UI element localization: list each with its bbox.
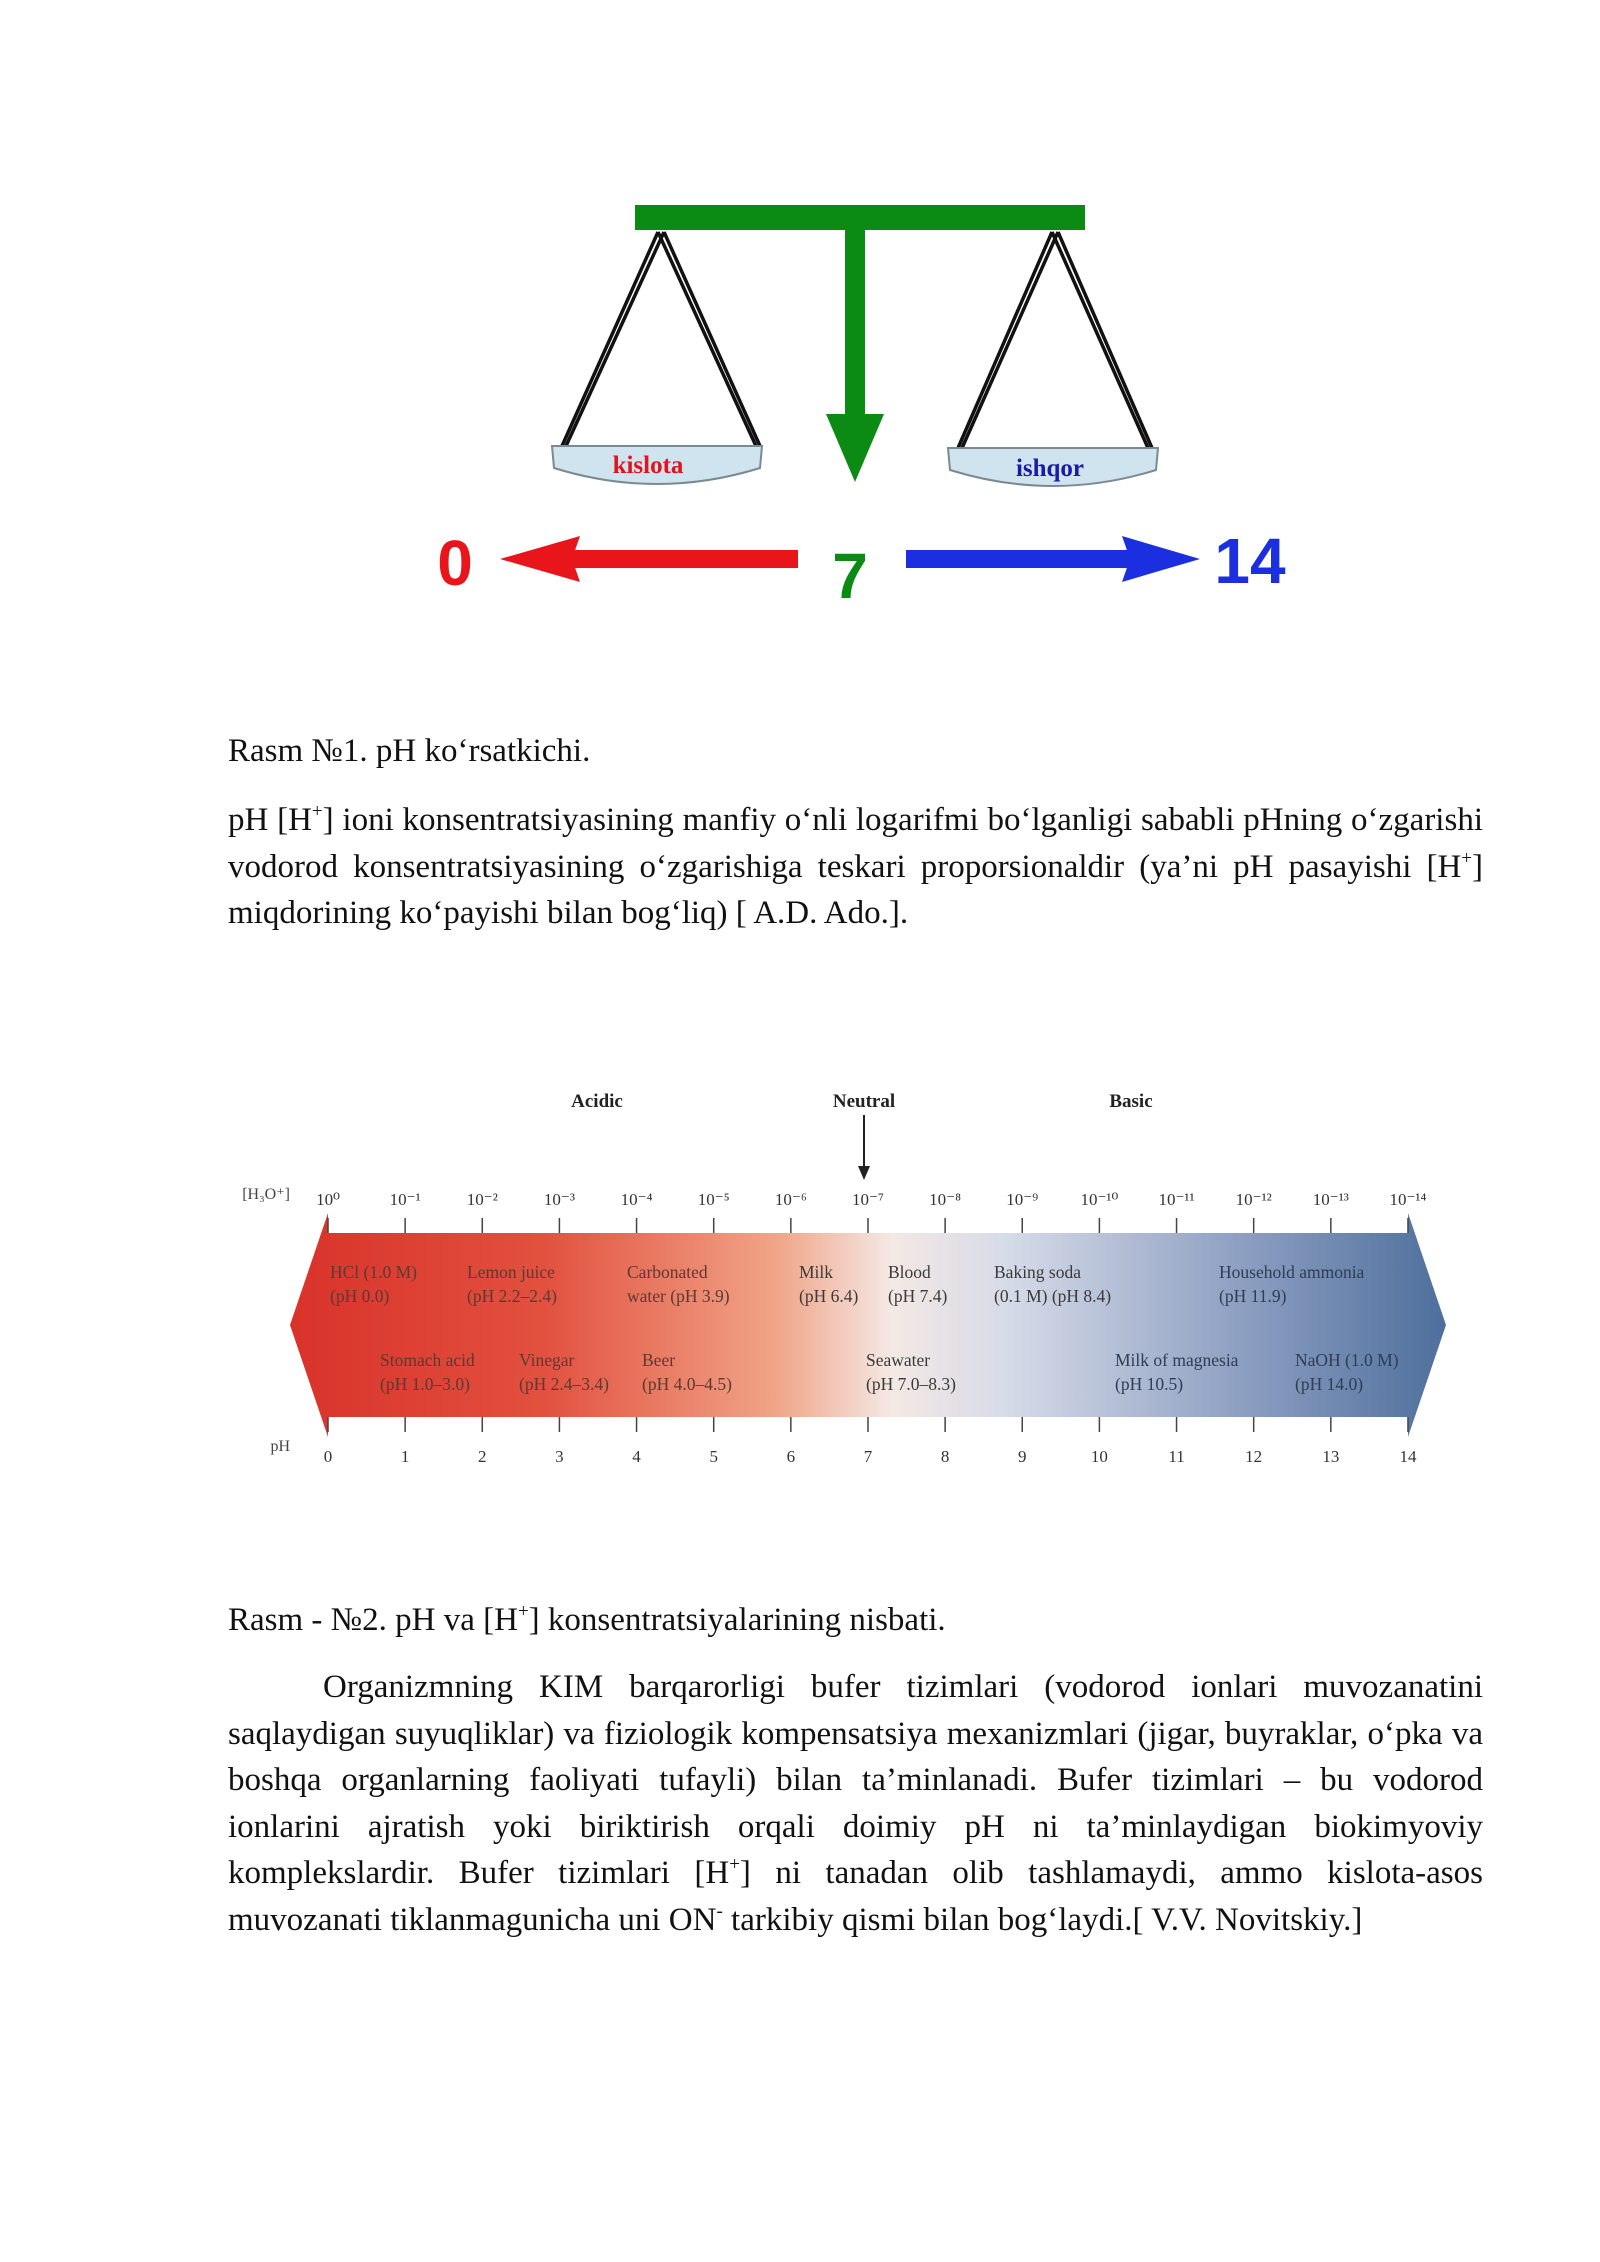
left-pan-strings: [562, 232, 760, 446]
concentration-tick-label: 10⁻⁴: [620, 1190, 653, 1209]
scale-start-label: 0: [437, 527, 473, 599]
substance-blood: Blood (pH 7.4): [888, 1262, 948, 1306]
superscript-plus: +: [729, 1854, 740, 1875]
acid-arrow-head: [500, 536, 580, 582]
balance-stem: [845, 228, 865, 418]
ph-tick-label: 8: [940, 1447, 950, 1466]
ph-tick-label: 10: [1090, 1447, 1108, 1466]
ph-tick-label: 13: [1322, 1447, 1340, 1466]
acid-arrow-shaft: [560, 550, 798, 568]
ph-gradient-arrow: [290, 1213, 1446, 1437]
paragraph-text: ] miqdorining ko‘payishi bilan bog‘liq) [ A.D. Ado.].: [228, 848, 1483, 931]
substance-naoh: NaOH (1.0 M) (pH 14.0): [1295, 1350, 1399, 1394]
concentration-tick-label: 10⁻¹⁴: [1389, 1190, 1427, 1209]
scale-neutral-label: 7: [832, 540, 868, 612]
substance-stomach-acid: Stomach acid (pH 1.0–3.0): [380, 1350, 475, 1394]
paragraph-text: pH [H: [228, 802, 312, 838]
superscript-plus: +: [311, 801, 323, 822]
concentration-tick-label: 10⁻¹: [389, 1190, 421, 1209]
balance-pointer: [826, 414, 884, 482]
paragraph-text: tarkibiy qismi bilan bog‘laydi.[ V.V. Novitskiy.]: [722, 1901, 1363, 1938]
substance-household-ammonia: Household ammonia (pH 11.9): [1219, 1262, 1365, 1306]
paragraph-text: Organizmning KIM barqarorligi bufer tizimlari (vodorod ionlari muvozanatini saqlaydigan suyuqliklar) va fiziologik kompensatsiya mexanizmlari (jigar, buyraklar, o‘pka va boshqa organlarning faoliyati tufayli) bilan ta’minlanadi. Bufer tizimlari – bu vodorod ionlarini ajratish yoki biriktirish orqali doimiy pH ni ta’minlaydigan biokimyoviy komplekslardir. Bufer tizimlari [H: [228, 1669, 1483, 1891]
substance-hcl: HCl (1.0 M) (pH 0.0): [330, 1262, 418, 1306]
concentration-tick-label: 10⁻¹³: [1312, 1190, 1349, 1209]
substance-beer: Beer (pH 4.0–4.5): [642, 1350, 732, 1394]
ph-axis-label: pH: [270, 1438, 290, 1455]
ph-tick-label: 3: [555, 1447, 564, 1466]
caption-text: Rasm - №2. pH va [H: [228, 1602, 518, 1638]
right-pan-label: ishqor: [1015, 455, 1085, 482]
concentration-tick-label: 10⁻⁸: [929, 1190, 962, 1209]
right-pan-strings: [958, 232, 1152, 448]
substance-milk: Milk (pH 6.4): [799, 1262, 859, 1306]
ph-tick-label: 9: [1018, 1447, 1027, 1466]
concentration-tick-label: 10⁰: [316, 1190, 340, 1209]
ph-tick-label: 11: [1168, 1447, 1185, 1466]
superscript-minus: -: [716, 1900, 723, 1922]
ph-balance-figure: [400, 190, 1320, 630]
neutral-pointer-head: [858, 1166, 870, 1180]
concentration-tick-label: 10⁻¹⁰: [1080, 1190, 1119, 1209]
concentration-tick-label: 10⁻⁹: [1006, 1190, 1039, 1209]
scale-end-label: 14: [1214, 525, 1286, 597]
ph-tick-label: 14: [1399, 1447, 1417, 1466]
figure1-caption: Rasm №1. pH ko‘rsatkichi.: [228, 733, 591, 769]
concentration-tick-label: 10⁻⁷: [852, 1190, 884, 1209]
concentration-tick-label: 10⁻³: [543, 1190, 575, 1209]
superscript-plus: +: [517, 1601, 529, 1622]
ph-ticks: [324, 1417, 1417, 1466]
basic-heading: Basic: [1109, 1091, 1153, 1112]
substance-milk-of-magnesia: Milk of magnesia (pH 10.5): [1115, 1350, 1239, 1394]
base-arrow-shaft: [906, 550, 1142, 568]
substance-lemon-juice: Lemon juice (pH 2.2–2.4): [467, 1262, 557, 1306]
paragraph-ph-definition: [228, 797, 1483, 937]
concentration-ticks: [316, 1190, 1426, 1233]
ph-tick-label: 2: [478, 1447, 487, 1466]
superscript-plus: +: [1461, 847, 1472, 869]
substance-vinegar: Vinegar (pH 2.4–3.4): [519, 1350, 609, 1394]
neutral-heading: Neutral: [832, 1091, 896, 1112]
concentration-tick-label: 10⁻²: [466, 1190, 498, 1209]
balance-beam: [635, 205, 1085, 230]
left-pan-label: kislota: [612, 452, 684, 479]
paragraph-text: ] ni tanadan olib tashlamaydi, ammo kislota-asos muvozanati tiklanmagunicha uni ON: [228, 1855, 1483, 1938]
paragraph-buffer-systems: [228, 1664, 1483, 1943]
ph-tick-label: 7: [863, 1447, 873, 1466]
ph-tick-label: 12: [1245, 1447, 1263, 1466]
figure2-caption: [228, 1597, 946, 1643]
acidic-heading: Acidic: [571, 1091, 623, 1112]
concentration-axis-label: [H₃O⁺]: [242, 1186, 290, 1203]
substance-carbonated-water: Carbonated water (pH 3.9): [627, 1262, 730, 1306]
concentration-tick-label: 10⁻⁵: [697, 1190, 730, 1209]
ph-tick-label: 4: [632, 1447, 641, 1466]
concentration-tick-label: 10⁻⁶: [774, 1190, 807, 1209]
concentration-tick-label: 10⁻¹²: [1235, 1190, 1272, 1209]
substance-baking-soda: Baking soda (0.1 M) (pH 8.4): [994, 1262, 1112, 1306]
ph-scale-figure: [242, 1070, 1470, 1490]
caption-text: ] konsentratsiyalarining nisbati.: [528, 1602, 946, 1638]
ph-tick-label: 1: [400, 1447, 410, 1466]
base-arrow-head: [1122, 536, 1200, 582]
ph-tick-label: 5: [709, 1447, 718, 1466]
paragraph-text: ] ioni konsentratsiyasining manfiy o‘nli logarifmi bo‘lganligi sababli pHning o‘zgarishi vodorod konsentratsiyasining o‘zgarishiga teskari proporsionaldir (ya’ni pH pasayishi [H: [228, 802, 1483, 885]
ph-tick-label: 6: [786, 1447, 796, 1466]
ph-tick-label: 0: [323, 1447, 333, 1466]
concentration-tick-label: 10⁻¹¹: [1158, 1190, 1195, 1209]
substance-seawater: Seawater (pH 7.0–8.3): [866, 1350, 956, 1394]
